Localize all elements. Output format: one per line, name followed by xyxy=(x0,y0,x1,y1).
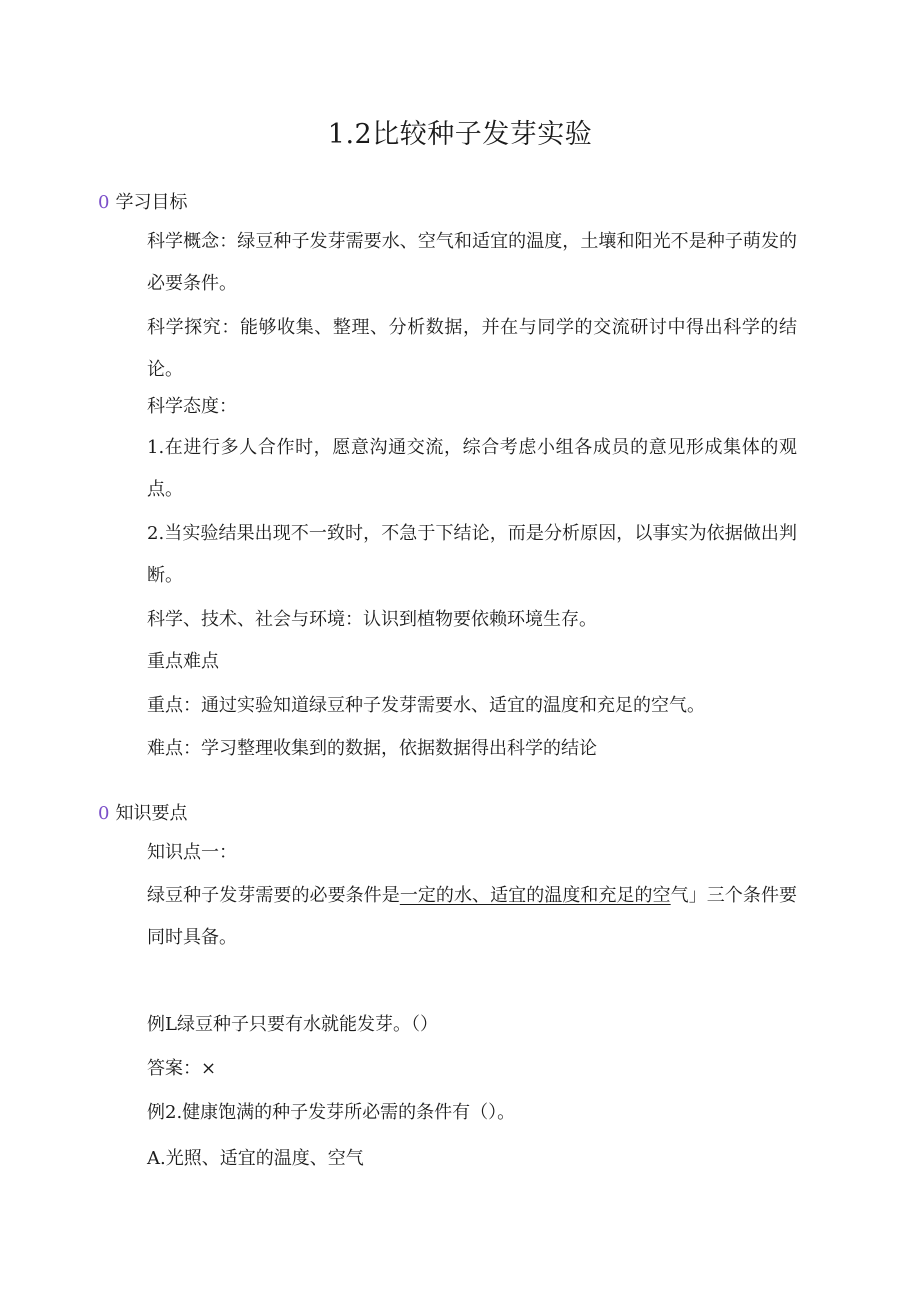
key-point-paragraph: 重点：通过实验知道绿豆种子发芽需要水、适宜的温度和充足的空气。 xyxy=(147,695,705,716)
answer-1: 答案：× xyxy=(147,1058,217,1079)
key-difficult-heading: 重点难点 xyxy=(147,651,219,672)
example-1: 例L绿豆种子只要有水就能发芽。（） xyxy=(147,1014,438,1035)
section-marker: 0 xyxy=(98,803,110,824)
science-inquiry-paragraph: 科学探究：能够收集、整理、分析数据，并在与同学的交流研讨中得出科学的结论。 xyxy=(147,317,797,380)
page-title: 1.2比较种子发芽实验 xyxy=(327,119,593,150)
section-heading-text: 学习目标 xyxy=(115,192,188,213)
attitude-item-1: 1.在进行多人合作时，愿意沟通交流，综合考虑小组各成员的意见形成集体的观点。 xyxy=(147,437,797,500)
option-a: A.光照、适宜的温度、空气 xyxy=(147,1148,364,1169)
point1-text-pre: 绿豆种子发芽需要的必要条件是 xyxy=(147,885,400,906)
example-2: 例2.健康饱满的种子发芽所必需的条件有（）。 xyxy=(147,1102,516,1123)
section-heading-text: 知识要点 xyxy=(115,803,188,824)
difficult-point-paragraph: 难点：学习整理收集到的数据，依据数据得出科学的结论 xyxy=(147,738,597,759)
science-attitude-label: 科学态度： xyxy=(147,396,237,417)
attitude-item-2: 2.当实验结果出现不一致时，不急于下结论，而是分析原因，以事实为依据做出判断。 xyxy=(147,523,797,586)
section-marker: 0 xyxy=(98,192,110,213)
point1-text-post: 气」三个条件要同时具备。 xyxy=(147,885,798,948)
science-concept-paragraph: 科学概念：绿豆种子发芽需要水、空气和适宜的温度，土壤和阳光不是种子萌发的必要条件。 xyxy=(147,231,797,294)
knowledge-point-1-label: 知识点一： xyxy=(147,842,237,863)
section-heading-knowledge-points xyxy=(98,799,187,825)
stse-paragraph: 科学、技术、社会与环境：认识到植物要依赖环境生存。 xyxy=(147,609,597,630)
point1-underlined-text: 一定的水、适宜的温度和充足的空 xyxy=(399,885,671,906)
section-heading-learning-goals xyxy=(98,188,187,214)
knowledge-point-1-paragraph xyxy=(147,875,797,959)
